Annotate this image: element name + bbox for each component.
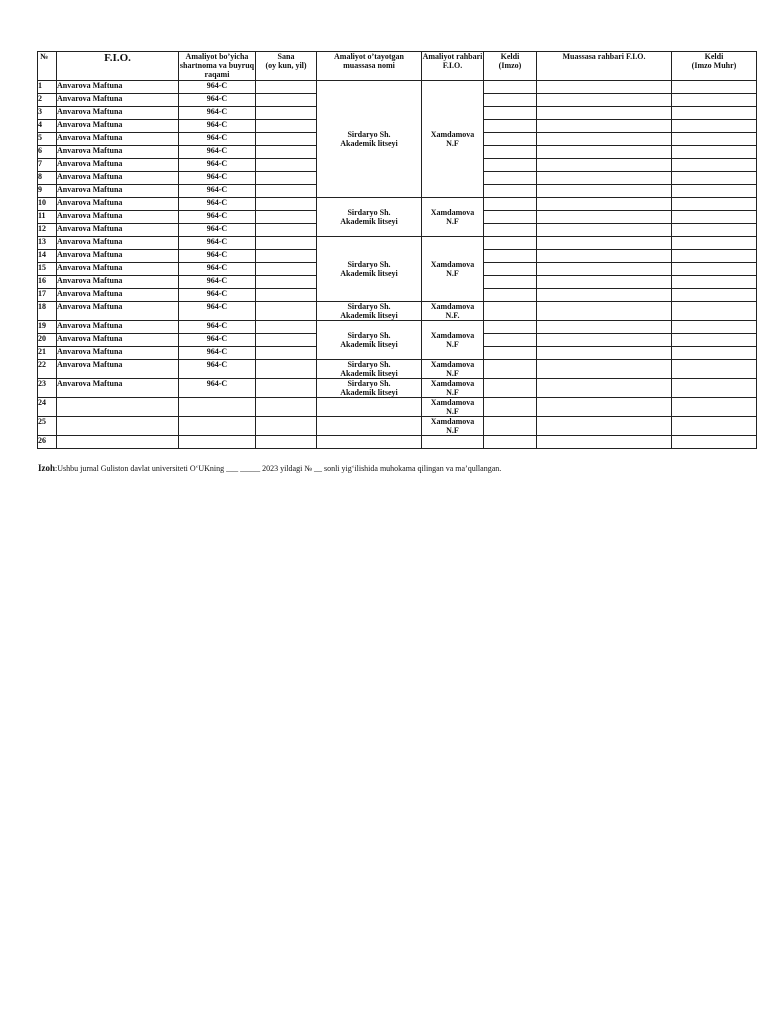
contract-number: 964-C bbox=[179, 379, 256, 398]
header-arrived-stamp: Keldi (Imzo Muhr) bbox=[672, 52, 757, 81]
date-cell[interactable] bbox=[256, 436, 317, 449]
institution-name: Sirdaryo Sh. Akademik litseyi bbox=[317, 360, 422, 379]
director-name-cell[interactable] bbox=[537, 276, 672, 289]
row-number: 1 bbox=[38, 81, 57, 94]
arrival-stamp-cell[interactable] bbox=[672, 172, 757, 185]
arrival-signature-cell[interactable] bbox=[484, 107, 537, 120]
arrival-signature-cell[interactable] bbox=[484, 198, 537, 211]
date-cell[interactable] bbox=[256, 224, 317, 237]
director-name-cell[interactable] bbox=[537, 211, 672, 224]
supervisor-name: Xamdamova N.F bbox=[422, 321, 484, 360]
supervisor-name: Xamdamova N.F bbox=[422, 198, 484, 237]
row-number: 25 bbox=[38, 417, 57, 436]
date-cell[interactable] bbox=[256, 94, 317, 107]
student-name: Anvarova Maftuna bbox=[57, 263, 179, 276]
director-name-cell[interactable] bbox=[537, 360, 672, 379]
arrival-stamp-cell[interactable] bbox=[672, 237, 757, 250]
date-cell[interactable] bbox=[256, 211, 317, 224]
student-name: Anvarova Maftuna bbox=[57, 360, 179, 379]
student-name: Anvarova Maftuna bbox=[57, 185, 179, 198]
student-name: Anvarova Maftuna bbox=[57, 379, 179, 398]
arrival-signature-cell[interactable] bbox=[484, 250, 537, 263]
contract-number bbox=[179, 436, 256, 449]
date-cell[interactable] bbox=[256, 146, 317, 159]
arrival-stamp-cell[interactable] bbox=[672, 211, 757, 224]
header-institution: Amaliyot o’tayotgan muassasa nomi bbox=[317, 52, 422, 81]
table-row bbox=[38, 417, 757, 436]
arrival-stamp-cell[interactable] bbox=[672, 146, 757, 159]
row-number: 6 bbox=[38, 146, 57, 159]
arrival-stamp-cell[interactable] bbox=[672, 224, 757, 237]
contract-number: 964-C bbox=[179, 263, 256, 276]
director-name-cell[interactable] bbox=[537, 159, 672, 172]
row-number: 2 bbox=[38, 94, 57, 107]
student-name bbox=[57, 436, 179, 449]
header-fio: F.I.O. bbox=[57, 52, 179, 81]
contract-number: 964-C bbox=[179, 334, 256, 347]
director-name-cell[interactable] bbox=[537, 185, 672, 198]
row-number: 4 bbox=[38, 120, 57, 133]
student-name: Anvarova Maftuna bbox=[57, 237, 179, 250]
header-contract: Amaliyot bo’yicha shartnoma va buyruq raqami bbox=[179, 52, 255, 79]
director-name-cell[interactable] bbox=[537, 224, 672, 237]
institution-name: Sirdaryo Sh. Akademik litseyi bbox=[317, 302, 422, 321]
footnote-text: :Ushbu jurnal Guliston davlat universiteti O‘UKning ___ _____ 2023 yildagi № __ sonli yig‘ilishida muhokama qilingan va ma’qullangan. bbox=[55, 464, 502, 473]
arrival-signature-cell[interactable] bbox=[484, 263, 537, 276]
arrival-signature-cell[interactable] bbox=[484, 94, 537, 107]
director-name-cell[interactable] bbox=[537, 133, 672, 146]
header-arrived-sign: Keldi (Imzo) bbox=[484, 52, 537, 81]
arrival-stamp-cell[interactable] bbox=[672, 263, 757, 276]
row-number: 15 bbox=[38, 263, 57, 276]
date-cell[interactable] bbox=[256, 81, 317, 94]
contract-number: 964-C bbox=[179, 107, 256, 120]
row-number: 18 bbox=[38, 302, 57, 321]
supervisor-name: Xamdamova N.F. bbox=[422, 302, 484, 321]
row-number: 16 bbox=[38, 276, 57, 289]
director-name-cell[interactable] bbox=[537, 398, 672, 417]
student-name bbox=[57, 398, 179, 417]
practice-journal-table bbox=[37, 51, 757, 449]
row-number: 20 bbox=[38, 334, 57, 347]
row-number: 12 bbox=[38, 224, 57, 237]
contract-number: 964-C bbox=[179, 159, 256, 172]
arrival-signature-cell[interactable] bbox=[484, 146, 537, 159]
row-number: 14 bbox=[38, 250, 57, 263]
row-number: 17 bbox=[38, 289, 57, 302]
student-name: Anvarova Maftuna bbox=[57, 198, 179, 211]
row-number: 24 bbox=[38, 398, 57, 417]
header-supervisor: Amaliyot rahbari F.I.O. bbox=[422, 52, 484, 81]
arrival-signature-cell[interactable] bbox=[484, 302, 537, 321]
student-name: Anvarova Maftuna bbox=[57, 107, 179, 120]
arrival-signature-cell[interactable] bbox=[484, 347, 537, 360]
row-number: 7 bbox=[38, 159, 57, 172]
contract-number: 964-C bbox=[179, 250, 256, 263]
director-name-cell[interactable] bbox=[537, 379, 672, 398]
director-name-cell[interactable] bbox=[537, 237, 672, 250]
footnote bbox=[38, 463, 501, 473]
director-name-cell[interactable] bbox=[537, 146, 672, 159]
arrival-stamp-cell[interactable] bbox=[672, 334, 757, 347]
arrival-signature-cell[interactable] bbox=[484, 237, 537, 250]
arrival-stamp-cell[interactable] bbox=[672, 94, 757, 107]
director-name-cell[interactable] bbox=[537, 417, 672, 436]
date-cell[interactable] bbox=[256, 321, 317, 334]
arrival-stamp-cell[interactable] bbox=[672, 321, 757, 334]
student-name: Anvarova Maftuna bbox=[57, 250, 179, 263]
director-name-cell[interactable] bbox=[537, 289, 672, 302]
date-cell[interactable] bbox=[256, 107, 317, 120]
director-name-cell[interactable] bbox=[537, 250, 672, 263]
student-name: Anvarova Maftuna bbox=[57, 159, 179, 172]
student-name: Anvarova Maftuna bbox=[57, 334, 179, 347]
table-row bbox=[38, 237, 757, 250]
row-number: 22 bbox=[38, 360, 57, 379]
arrival-stamp-cell[interactable] bbox=[672, 133, 757, 146]
contract-number: 964-C bbox=[179, 237, 256, 250]
row-number: 23 bbox=[38, 379, 57, 398]
contract-number: 964-C bbox=[179, 146, 256, 159]
arrival-stamp-cell[interactable] bbox=[672, 302, 757, 321]
director-name-cell[interactable] bbox=[537, 436, 672, 449]
institution-name: Sirdaryo Sh. Akademik litseyi bbox=[317, 321, 422, 360]
arrival-signature-cell[interactable] bbox=[484, 81, 537, 94]
table-row bbox=[38, 81, 757, 94]
arrival-signature-cell[interactable] bbox=[484, 211, 537, 224]
director-name-cell[interactable] bbox=[537, 321, 672, 334]
arrival-signature-cell[interactable] bbox=[484, 360, 537, 379]
date-cell[interactable] bbox=[256, 276, 317, 289]
student-name: Anvarova Maftuna bbox=[57, 302, 179, 321]
arrival-stamp-cell[interactable] bbox=[672, 185, 757, 198]
student-name: Anvarova Maftuna bbox=[57, 120, 179, 133]
institution-name: Sirdaryo Sh. Akademik litseyi bbox=[317, 379, 422, 398]
supervisor-name bbox=[422, 436, 484, 449]
supervisor-name: Xamdamova N.F bbox=[422, 81, 484, 198]
row-number: 9 bbox=[38, 185, 57, 198]
supervisor-name: Xamdamova N.F bbox=[422, 379, 484, 398]
footnote-label: Izoh bbox=[38, 463, 56, 473]
header-number: № bbox=[38, 52, 57, 81]
date-cell[interactable] bbox=[256, 237, 317, 250]
arrival-stamp-cell[interactable] bbox=[672, 198, 757, 211]
student-name: Anvarova Maftuna bbox=[57, 146, 179, 159]
arrival-stamp-cell[interactable] bbox=[672, 250, 757, 263]
contract-number: 964-C bbox=[179, 302, 256, 321]
director-name-cell[interactable] bbox=[537, 107, 672, 120]
contract-number: 964-C bbox=[179, 211, 256, 224]
row-number: 26 bbox=[38, 436, 57, 449]
table-row bbox=[38, 198, 757, 211]
date-cell[interactable] bbox=[256, 250, 317, 263]
director-name-cell[interactable] bbox=[537, 347, 672, 360]
contract-number: 964-C bbox=[179, 133, 256, 146]
row-number: 21 bbox=[38, 347, 57, 360]
date-cell[interactable] bbox=[256, 159, 317, 172]
arrival-signature-cell[interactable] bbox=[484, 172, 537, 185]
institution-name: Sirdaryo Sh. Akademik litseyi bbox=[317, 81, 422, 198]
table-row bbox=[38, 379, 757, 398]
director-name-cell[interactable] bbox=[537, 302, 672, 321]
student-name: Anvarova Maftuna bbox=[57, 224, 179, 237]
table-row bbox=[38, 302, 757, 321]
supervisor-name: Xamdamova N.F bbox=[422, 398, 484, 417]
date-cell[interactable] bbox=[256, 263, 317, 276]
supervisor-name: Xamdamova N.F bbox=[422, 237, 484, 302]
arrival-stamp-cell[interactable] bbox=[672, 276, 757, 289]
arrival-signature-cell[interactable] bbox=[484, 120, 537, 133]
contract-number: 964-C bbox=[179, 347, 256, 360]
supervisor-name: Xamdamova N.F bbox=[422, 417, 484, 436]
date-cell[interactable] bbox=[256, 398, 317, 417]
arrival-signature-cell[interactable] bbox=[484, 321, 537, 334]
table-row bbox=[38, 321, 757, 334]
contract-number: 964-C bbox=[179, 360, 256, 379]
date-cell[interactable] bbox=[256, 347, 317, 360]
row-number: 11 bbox=[38, 211, 57, 224]
director-name-cell[interactable] bbox=[537, 198, 672, 211]
institution-name bbox=[317, 398, 422, 417]
row-number: 8 bbox=[38, 172, 57, 185]
student-name: Anvarova Maftuna bbox=[57, 211, 179, 224]
student-name: Anvarova Maftuna bbox=[57, 289, 179, 302]
arrival-stamp-cell[interactable] bbox=[672, 81, 757, 94]
arrival-stamp-cell[interactable] bbox=[672, 347, 757, 360]
row-number: 5 bbox=[38, 133, 57, 146]
table-row bbox=[38, 436, 757, 449]
contract-number: 964-C bbox=[179, 224, 256, 237]
date-cell[interactable] bbox=[256, 133, 317, 146]
director-name-cell[interactable] bbox=[537, 334, 672, 347]
institution-name: Sirdaryo Sh. Akademik litseyi bbox=[317, 237, 422, 302]
contract-number bbox=[179, 398, 256, 417]
arrival-stamp-cell[interactable] bbox=[672, 360, 757, 379]
arrival-stamp-cell[interactable] bbox=[672, 417, 757, 436]
date-cell[interactable] bbox=[256, 302, 317, 321]
contract-number: 964-C bbox=[179, 321, 256, 334]
contract-number: 964-C bbox=[179, 289, 256, 302]
arrival-signature-cell[interactable] bbox=[484, 436, 537, 449]
institution-name bbox=[317, 436, 422, 449]
arrival-stamp-cell[interactable] bbox=[672, 120, 757, 133]
arrival-signature-cell[interactable] bbox=[484, 224, 537, 237]
header-date: Sana (oy kun, yil) bbox=[256, 52, 317, 81]
student-name: Anvarova Maftuna bbox=[57, 94, 179, 107]
header-director: Muassasa rahbari F.I.O. bbox=[537, 52, 672, 81]
arrival-signature-cell[interactable] bbox=[484, 133, 537, 146]
contract-number: 964-C bbox=[179, 276, 256, 289]
date-cell[interactable] bbox=[256, 379, 317, 398]
row-number: 10 bbox=[38, 198, 57, 211]
contract-number: 964-C bbox=[179, 81, 256, 94]
student-name: Anvarova Maftuna bbox=[57, 133, 179, 146]
student-name: Anvarova Maftuna bbox=[57, 276, 179, 289]
date-cell[interactable] bbox=[256, 417, 317, 436]
date-cell[interactable] bbox=[256, 120, 317, 133]
arrival-stamp-cell[interactable] bbox=[672, 159, 757, 172]
date-cell[interactable] bbox=[256, 334, 317, 347]
contract-number: 964-C bbox=[179, 198, 256, 211]
contract-number bbox=[179, 417, 256, 436]
arrival-stamp-cell[interactable] bbox=[672, 436, 757, 449]
director-name-cell[interactable] bbox=[537, 81, 672, 94]
contract-number: 964-C bbox=[179, 120, 256, 133]
row-number: 19 bbox=[38, 321, 57, 334]
student-name: Anvarova Maftuna bbox=[57, 81, 179, 94]
contract-number: 964-C bbox=[179, 185, 256, 198]
date-cell[interactable] bbox=[256, 360, 317, 379]
arrival-signature-cell[interactable] bbox=[484, 379, 537, 398]
arrival-signature-cell[interactable] bbox=[484, 276, 537, 289]
director-name-cell[interactable] bbox=[537, 94, 672, 107]
row-number: 3 bbox=[38, 107, 57, 120]
row-number: 13 bbox=[38, 237, 57, 250]
header-row bbox=[38, 52, 757, 81]
institution-name: Sirdaryo Sh. Akademik litseyi bbox=[317, 198, 422, 237]
table-row bbox=[38, 360, 757, 379]
contract-number: 964-C bbox=[179, 172, 256, 185]
student-name: Anvarova Maftuna bbox=[57, 321, 179, 334]
arrival-signature-cell[interactable] bbox=[484, 398, 537, 417]
date-cell[interactable] bbox=[256, 289, 317, 302]
date-cell[interactable] bbox=[256, 185, 317, 198]
table-row bbox=[38, 398, 757, 417]
institution-name bbox=[317, 417, 422, 436]
arrival-stamp-cell[interactable] bbox=[672, 398, 757, 417]
director-name-cell[interactable] bbox=[537, 263, 672, 276]
date-cell[interactable] bbox=[256, 198, 317, 211]
arrival-signature-cell[interactable] bbox=[484, 159, 537, 172]
supervisor-name: Xamdamova N.F bbox=[422, 360, 484, 379]
date-cell[interactable] bbox=[256, 172, 317, 185]
student-name bbox=[57, 417, 179, 436]
arrival-signature-cell[interactable] bbox=[484, 334, 537, 347]
arrival-signature-cell[interactable] bbox=[484, 289, 537, 302]
arrival-stamp-cell[interactable] bbox=[672, 289, 757, 302]
arrival-signature-cell[interactable] bbox=[484, 185, 537, 198]
arrival-stamp-cell[interactable] bbox=[672, 107, 757, 120]
student-name: Anvarova Maftuna bbox=[57, 347, 179, 360]
table-body bbox=[38, 81, 757, 449]
contract-number: 964-C bbox=[179, 94, 256, 107]
director-name-cell[interactable] bbox=[537, 120, 672, 133]
arrival-signature-cell[interactable] bbox=[484, 417, 537, 436]
student-name: Anvarova Maftuna bbox=[57, 172, 179, 185]
director-name-cell[interactable] bbox=[537, 172, 672, 185]
arrival-stamp-cell[interactable] bbox=[672, 379, 757, 398]
